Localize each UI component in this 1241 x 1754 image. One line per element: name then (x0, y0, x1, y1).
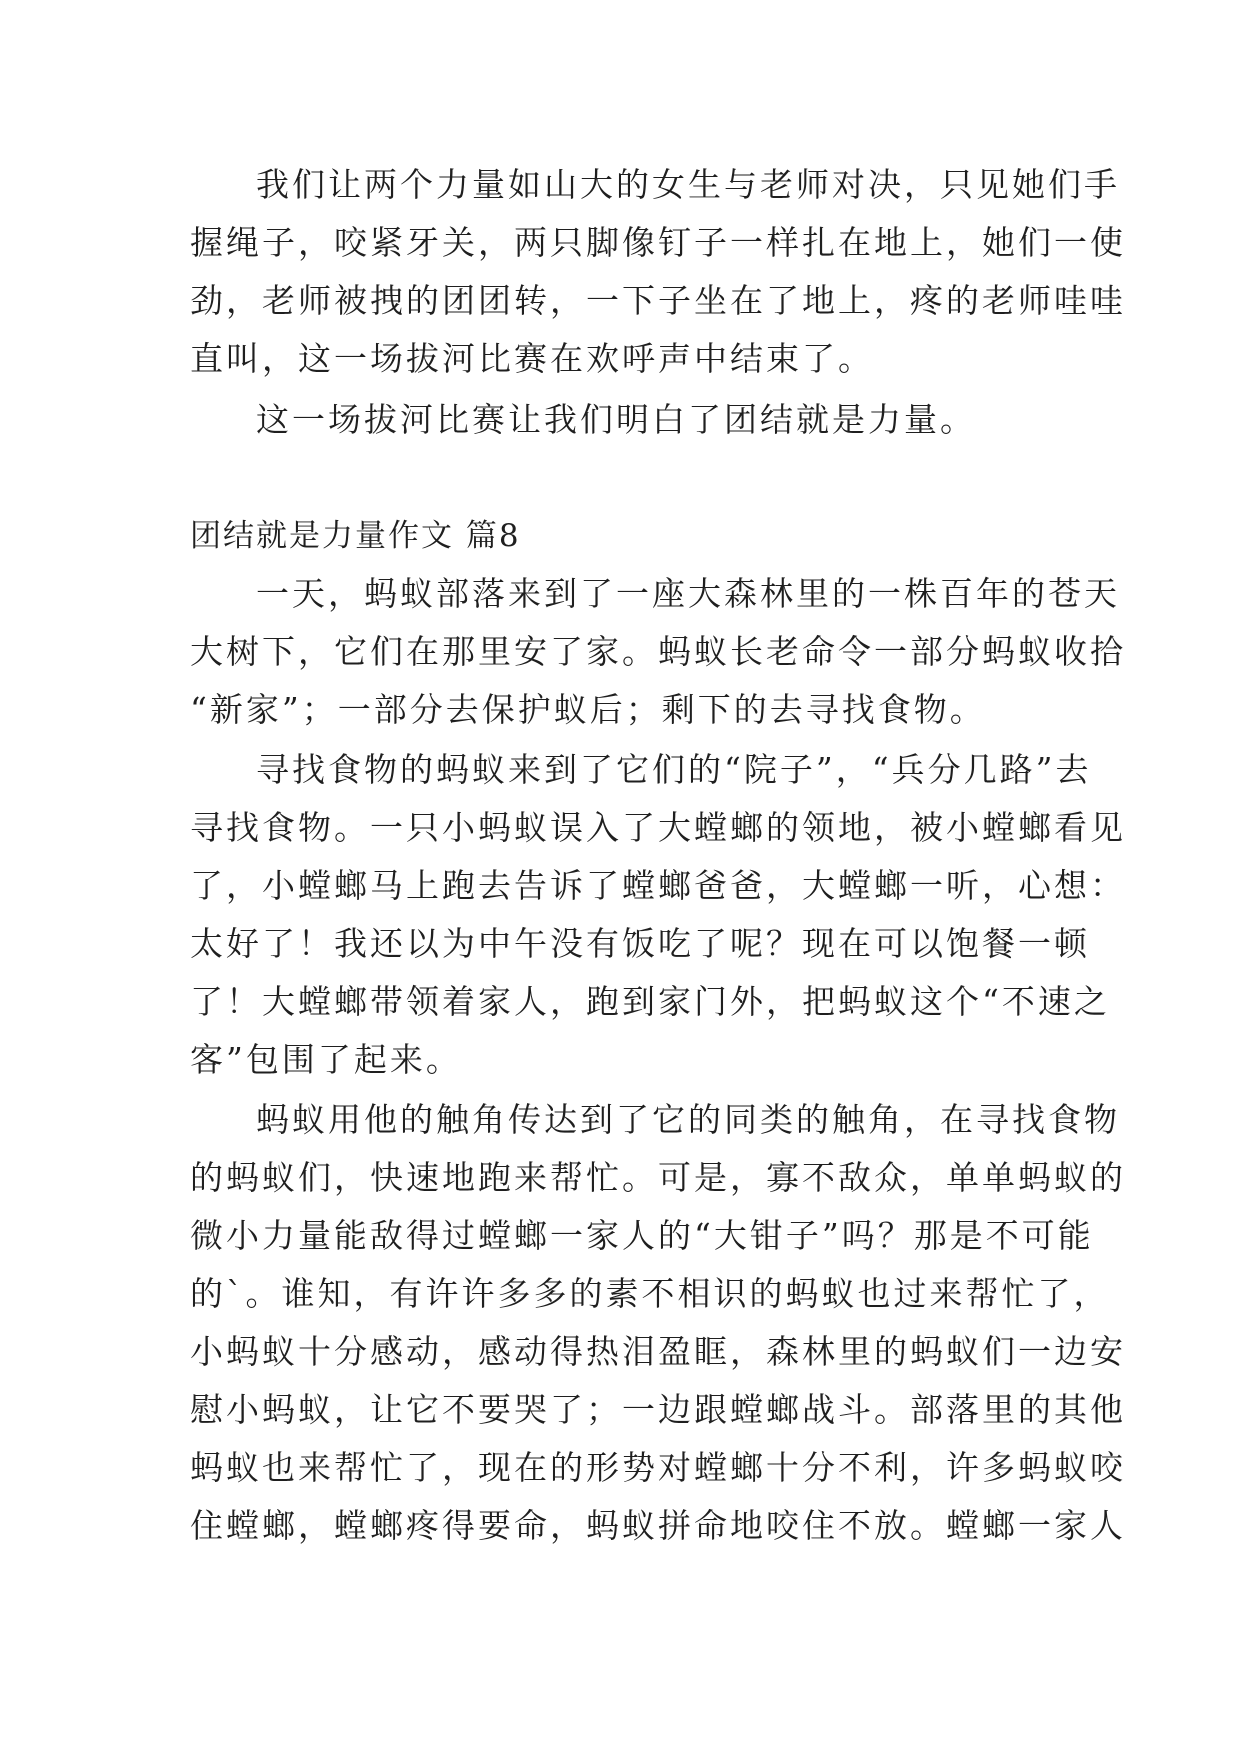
paragraph-line: 太好了！我还以为中午没有饭吃了呢？现在可以饱餐一顿 (190, 924, 1090, 963)
paragraph-line: 握绳子，咬紧牙关，两只脚像钉子一样扎在地上，她们一使 (190, 223, 1126, 262)
paragraph-line: 这一场拔河比赛让我们明白了团结就是力量。 (256, 400, 976, 439)
paragraph-line: 的蚂蚁们，快速地跑来帮忙。可是，寡不敌众，单单蚂蚁的 (190, 1158, 1126, 1197)
paragraph-line: 蚂蚁也来帮忙了，现在的形势对螳螂十分不利，许多蚂蚁咬 (190, 1448, 1126, 1487)
section-heading: 团结就是力量作文 篇8 (190, 518, 521, 554)
paragraph-line: 微小力量能敌得过螳螂一家人的“大钳子”吗？那是不可能 (190, 1216, 1094, 1255)
paragraph-line: 了，小螳螂马上跑去告诉了螳螂爸爸，大螳螂一听，心想： (190, 866, 1126, 905)
paragraph-line: 一天，蚂蚁部落来到了一座大森林里的一株百年的苍天 (256, 574, 1120, 613)
paragraph-line: 寻找食物的蚂蚁来到了它们的“院子”，“兵分几路”去 (256, 750, 1092, 789)
paragraph-line: 慰小蚂蚁，让它不要哭了；一边跟螳螂战斗。部落里的其他 (190, 1390, 1126, 1429)
paragraph-line: 小蚂蚁十分感动，感动得热泪盈眶，森林里的蚂蚁们一边安 (190, 1332, 1126, 1371)
paragraph-line: 直叫，这一场拔河比赛在欢呼声中结束了。 (190, 339, 874, 378)
paragraph-line: 我们让两个力量如山大的女生与老师对决，只见她们手 (256, 165, 1120, 204)
paragraph-line: 住螳螂，螳螂疼得要命，蚂蚁拼命地咬住不放。螳螂一家人 (190, 1506, 1126, 1545)
paragraph-line: 蚂蚁用他的触角传达到了它的同类的触角，在寻找食物 (256, 1100, 1120, 1139)
paragraph-line: 的`。谁知，有许许多多的素不相识的蚂蚁也过来帮忙了， (190, 1274, 1110, 1313)
paragraph-line: 大树下，它们在那里安了家。蚂蚁长老命令一部分蚂蚁收拾 (190, 632, 1126, 671)
paragraph-line: 了！大螳螂带领着家人，跑到家门外，把蚂蚁这个“不速之 (190, 982, 1110, 1021)
paragraph-line: “新家”；一部分去保护蚁后；剩下的去寻找食物。 (190, 690, 986, 729)
paragraph-line: 客”包围了起来。 (190, 1040, 462, 1079)
paragraph-line: 寻找食物。一只小蚂蚁误入了大螳螂的领地，被小螳螂看见 (190, 808, 1126, 847)
paragraph-line: 劲，老师被拽的团团转，一下子坐在了地上，疼的老师哇哇 (190, 281, 1126, 320)
